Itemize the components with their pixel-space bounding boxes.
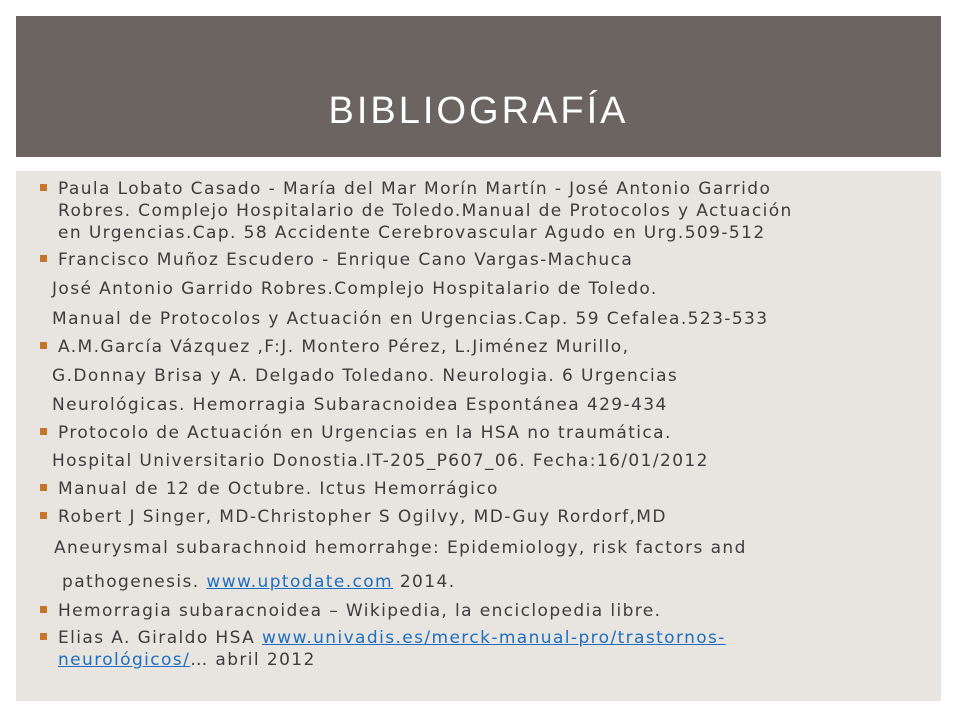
reference-text: Robres. Complejo Hospitalario de Toledo.Manual de Protocolos y Actuación xyxy=(58,201,793,221)
bullet-icon xyxy=(40,512,47,519)
reference-text: Protocolo de Actuación en Urgencias en la HSA no traumática. xyxy=(58,423,672,443)
list-item xyxy=(40,178,920,244)
reference-text: Hospital Universitario Donostia.IT-205_P607_06. Fecha:16/01/2012 xyxy=(52,451,709,471)
list-item xyxy=(40,600,920,622)
title-bar xyxy=(16,16,941,157)
list-item xyxy=(40,422,920,472)
uptodate-link[interactable]: www.uptodate.com xyxy=(206,572,394,592)
bullet-icon xyxy=(40,342,47,349)
reference-text: Elias A. Giraldo HSA xyxy=(58,628,256,648)
reference-text: 2014. xyxy=(399,572,456,592)
reference-text xyxy=(40,571,920,593)
univadis-link-continued[interactable]: neurológicos/ xyxy=(58,650,191,670)
reference-text: Manual de 12 de Octubre. Ictus Hemorrágico xyxy=(58,479,499,499)
reference-text xyxy=(58,627,920,649)
list-item xyxy=(40,478,920,500)
bibliography-list xyxy=(40,178,920,671)
reference-text: Paula Lobato Casado - María del Mar Morín Martín - José Antonio Garrido xyxy=(58,179,772,199)
bullet-icon xyxy=(40,633,47,640)
reference-text: A.M.García Vázquez ,F:J. Montero Pérez, L.Jiménez Murillo, xyxy=(58,337,630,357)
reference-text: Robert J Singer, MD-Christopher S Ogilvy, MD-Guy Rordorf,MD xyxy=(58,507,667,527)
reference-text: Hemorragia subaracnoidea – Wikipedia, la enciclopedia libre. xyxy=(58,601,662,621)
reference-text xyxy=(58,649,920,671)
list-item xyxy=(40,627,920,671)
reference-text: Aneurysmal subarachnoid hemorrahge: Epidemiology, risk factors and xyxy=(54,538,747,558)
reference-text: José Antonio Garrido Robres.Complejo Hospitalario de Toledo. xyxy=(52,279,658,299)
bullet-icon xyxy=(40,428,47,435)
reference-text: pathogenesis. xyxy=(62,572,200,592)
slide-title: BIBLIOGRAFÍA xyxy=(328,90,629,132)
reference-text: … abril 2012 xyxy=(190,650,316,670)
reference-text: en Urgencias.Cap. 58 Accidente Cerebrovascular Agudo en Urg.509-512 xyxy=(58,223,766,243)
reference-text: Francisco Muñoz Escudero - Enrique Cano Vargas-Machuca xyxy=(58,250,634,270)
univadis-link[interactable]: www.univadis.es/merck-manual-pro/trastornos- xyxy=(261,628,726,648)
list-item xyxy=(40,336,920,416)
bullet-icon xyxy=(40,184,47,191)
reference-text: G.Donnay Brisa y A. Delgado Toledano. Neurologia. 6 Urgencias xyxy=(52,366,679,386)
list-item xyxy=(40,506,920,593)
list-item xyxy=(40,249,920,330)
reference-text: Manual de Protocolos y Actuación en Urgencias.Cap. 59 Cefalea.523-533 xyxy=(52,309,769,329)
bullet-icon xyxy=(40,255,47,262)
bullet-icon xyxy=(40,484,47,491)
bullet-icon xyxy=(40,606,47,613)
reference-text: Neurológicas. Hemorragia Subaracnoidea Espontánea 429-434 xyxy=(52,395,668,415)
